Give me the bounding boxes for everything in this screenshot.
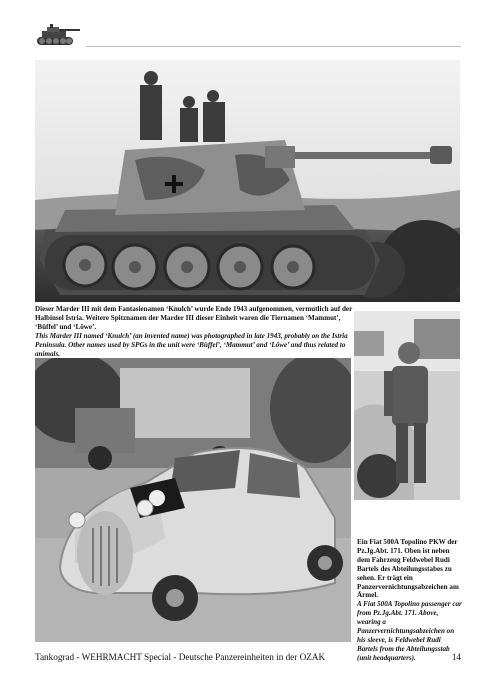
fiat-topolino-photo	[35, 358, 351, 642]
caption-german: Dieser Marder III mit dem Fantasienamen ‘Knulch’ wurde Ende 1943 aufgenommen, vermutlich auf der Halbinsel Istria. Weitere Spitznamen der Marder III dieser Einheit waren die Tiernamen ‘Mammut’, ‘Büffel’ und ‘Löwe’.	[35, 305, 353, 331]
page-footer	[35, 650, 461, 664]
caption-english: A Fiat 500A Topolino passenger car from Pz.Jg.Abt. 171. Above, wearing a Panzervernichtungsabzeichen on his sleeve, is Feldwebel Rudi Bartels from the Abteilungsstab (unit headquarters).	[357, 600, 462, 662]
feldwebel-photo	[354, 311, 460, 500]
page-number: 14	[451, 652, 461, 662]
caption-german: Ein Fiat 500A Topolino PKW der Pz.Jg.Abt. 171. Oben ist neben dem Fahrzeug Feldwebel Rudi Bartels des Abteilungsstabes zu sehen. Er trägt ein Panzervernichtungsabzeichen am Ärmel.	[357, 538, 459, 600]
caption-english: This Marder III named ‘Knulch’ (an invented name) was photographed in late 1943, probably on the Istria Peninsula. Other names used by SPGs in the unit were ‘Büffel’, ‘Mammut’ and ‘Löwe’ and thus related to animals.	[35, 331, 348, 358]
marder-iii-photo	[35, 60, 460, 302]
footer-title: Tankograd - WEHRMACHT Special - Deutsche Panzereinheiten in der OZAK	[35, 652, 326, 662]
tank-silhouette-icon	[34, 24, 82, 50]
header-rule	[86, 46, 461, 47]
marder-iii-caption	[35, 305, 353, 358]
fiat-topolino-caption	[357, 538, 462, 663]
